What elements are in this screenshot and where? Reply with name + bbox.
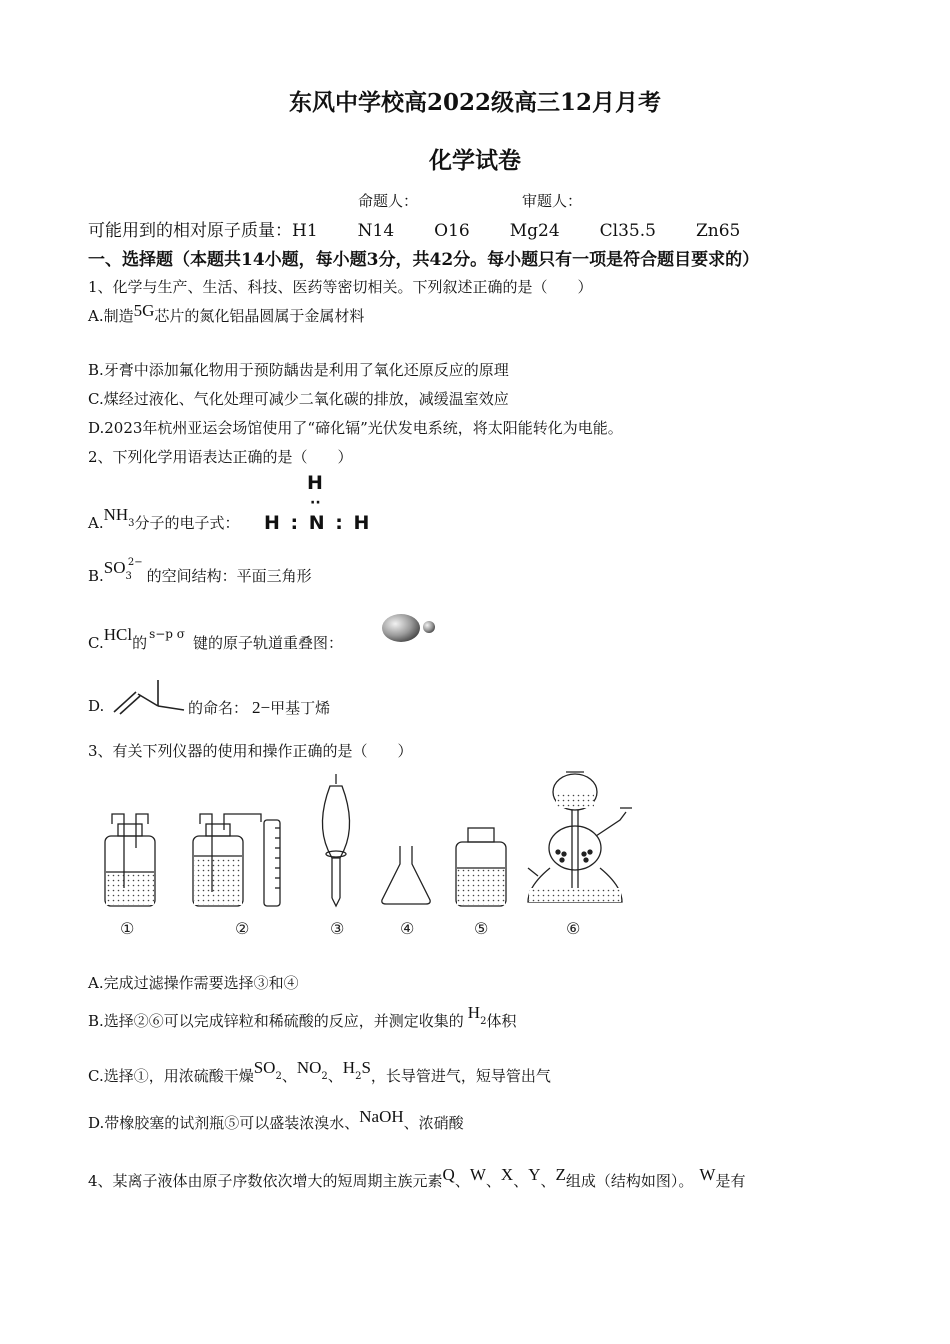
- q2-option-b: $B.SO3^{2-}$的空间结构：平面三角形: [88, 557, 312, 585]
- q3-option-a: A.完成过滤操作需要选择③和④: [88, 974, 299, 992]
- formula: SO: [103, 558, 126, 577]
- reviewer-label: 审题人：: [522, 192, 583, 210]
- bond-type: s−p σ: [149, 627, 185, 641]
- apparatus-label: ⑤: [474, 919, 489, 938]
- p-orbital-lobe: [382, 614, 420, 642]
- apparatus-label: ②: [235, 919, 250, 938]
- q1-option-c: C.煤经过液化、气化处理可减少二氧化碳的排放，减缓温室效应: [88, 390, 509, 408]
- lewis-top-h: H: [307, 472, 323, 494]
- formula: 5G: [133, 301, 155, 320]
- reagent-bottle: [456, 828, 506, 906]
- author-label: 命题人：: [358, 192, 419, 210]
- formula: NO: [296, 1058, 322, 1077]
- q3-option-d: D.带橡胶塞的试剂瓶⑤可以盛装浓溴水、NaOH、浓硝酸: [88, 1107, 464, 1132]
- mass-item: O16: [434, 221, 470, 241]
- question-4-stem: 4、某离子液体由原子序数依次增大的短周期主族元素Q、W、X、Y、Z组成（结构如图）。 W是有: [88, 1165, 746, 1190]
- q3-option-b: B.选择②⑥可以完成锌粒和稀硫酸的反应，并测定收集的 H2体积: [88, 1003, 517, 1030]
- q2-option-d-label: D.: [88, 697, 105, 715]
- q1-option-a: A.制造5G芯片的氮化铝晶圆属于金属材料: [88, 301, 365, 325]
- kipp-generator: [528, 772, 632, 902]
- mass-item: Cl35.5: [599, 221, 656, 241]
- formula: HCl: [103, 625, 133, 644]
- formula: NaOH: [359, 1107, 404, 1126]
- apparatus-label: ①: [120, 919, 135, 938]
- q1-option-b: B.牙膏中添加氟化物用于预防龋齿是利用了氧化还原反应的原理: [88, 361, 509, 379]
- question-1-stem: 1、化学与生产、生活、科技、医药等密切相关。下列叙述正确的是（ ）: [88, 278, 593, 296]
- mass-item: N14: [357, 221, 395, 241]
- formula: H: [467, 1003, 481, 1022]
- apparatus-label: ③: [330, 919, 345, 938]
- orbital-overlap-diagram: [380, 610, 440, 650]
- skeletal-structure: [106, 676, 190, 716]
- q3-option-c: C.选择①，用浓硫酸干燥SO2、NO2、H2S，长导管进气，短导管出气: [88, 1058, 551, 1085]
- q2-option-d: 的命名： 2−甲基丁烯: [188, 698, 331, 717]
- apparatus-figure: [96, 768, 656, 946]
- q2-option-c: C.HCl的 $^{s-p \sigma}$ 键的原子轨道重叠图：: [88, 625, 343, 652]
- separatory-funnel: [322, 774, 349, 906]
- formula: H: [342, 1058, 356, 1077]
- question-2-stem: 2、下列化学用语表达正确的是（ ）: [88, 448, 353, 466]
- atomic-mass-line: [88, 216, 740, 241]
- lewis-structure: H : N : H: [264, 512, 370, 534]
- formula: SO: [253, 1058, 276, 1077]
- gas-washing-bottle: [105, 814, 155, 906]
- q2-option-a: A.NH3分子的电子式：: [88, 505, 240, 532]
- page-subtitle: 化学试卷: [429, 147, 521, 174]
- gas-collection-bottle: [193, 814, 280, 906]
- formula: NH: [103, 505, 129, 524]
- question-3-stem: 3、有关下列仪器的使用和操作正确的是（ ）: [88, 742, 413, 760]
- mass-item: Zn65: [695, 221, 741, 241]
- s-orbital: [423, 621, 435, 633]
- section-heading: 一、选择题（本题共14小题，每小题3分，共42分。每小题只有一项是符合题目要求的）: [88, 250, 760, 270]
- conical-flask: [382, 846, 430, 904]
- lewis-lone-pair: ··: [310, 495, 321, 511]
- apparatus-label: ⑥: [566, 919, 581, 938]
- mass-item: Mg24: [509, 221, 560, 241]
- page-title: 东风中学校高2022级高三12月月考: [288, 89, 662, 116]
- atomic-mass-label: 可能用到的相对原子质量：: [88, 221, 292, 241]
- q1-option-d: D.2023年杭州亚运会场馆使用了“碲化镉”光伏发电系统，将太阳能转化为电能。: [88, 419, 623, 437]
- mass-item: H1: [292, 221, 318, 241]
- apparatus-label: ④: [400, 919, 415, 938]
